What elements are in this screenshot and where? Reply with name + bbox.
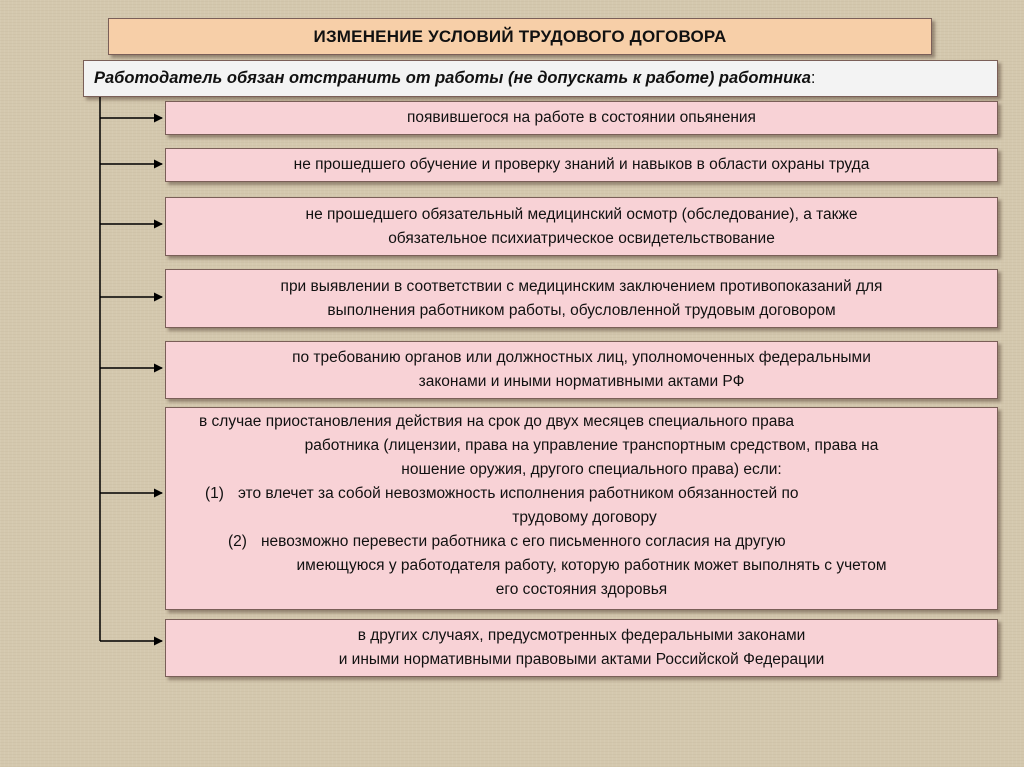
page-title-text: ИЗМЕНЕНИЕ УСЛОВИЙ ТРУДОВОГО ДОГОВОРА	[313, 26, 727, 46]
item-line: по требованию органов или должностных лиц, уполномоченных федеральными	[292, 349, 871, 366]
item-line: в случае приостановления действия на срок до двух месяцев специального права	[199, 413, 795, 430]
item-safety-training	[165, 148, 998, 182]
item-line: трудовому договору	[512, 509, 657, 526]
item-line: ношение оружия, другого специального права) если:	[401, 461, 782, 478]
condition-number: (1)	[205, 485, 224, 502]
item-line: и иными нормативными правовыми актами Российской Федерации	[338, 651, 825, 668]
condition-text: это влечет за собой невозможность исполнения работником обязанностей по	[237, 485, 799, 502]
item-line: обязательное психиатрическое освидетельствование	[388, 229, 775, 247]
item-medical-exam	[165, 197, 998, 256]
obligation-header-colon: :	[810, 69, 816, 87]
item-line: в других случаях, предусмотренных федеральными законами	[357, 627, 806, 644]
condition-2	[166, 530, 997, 554]
obligation-header-text: Работодатель обязан отстранить от работы (не допускать к работе) работника	[94, 69, 811, 87]
item-contraindications	[165, 269, 998, 328]
item-line: работника (лицензии, права на управление транспортным средством, права на	[304, 437, 879, 454]
item-line: законами и иными нормативными актами РФ	[418, 373, 745, 390]
item-line: при выявлении в соответствии с медицинским заключением противопоказаний для	[280, 277, 883, 295]
condition-number: (2)	[228, 533, 247, 550]
item-line: его состояния здоровья	[495, 581, 668, 598]
item-intoxication	[165, 101, 998, 135]
item-line: появившегося на работе в состоянии опьянения	[407, 109, 756, 126]
item-line: не прошедшего обязательный медицинский осмотр (обследование), а также	[305, 205, 858, 223]
item-line: имеющуюся у работодателя работу, которую работник может выполнять с учетом	[296, 557, 887, 574]
item-line: выполнения работником работы, обусловленной трудовым договором	[327, 301, 836, 319]
condition-1	[166, 482, 997, 506]
item-other-cases	[165, 619, 998, 677]
item-line: не прошедшего обучение и проверку знаний и навыков в области охраны труда	[293, 156, 870, 173]
item-authority-request	[165, 341, 998, 399]
condition-text: невозможно перевести работника с его письменного согласия на другую	[260, 533, 786, 550]
item-special-right-suspension	[165, 407, 998, 610]
